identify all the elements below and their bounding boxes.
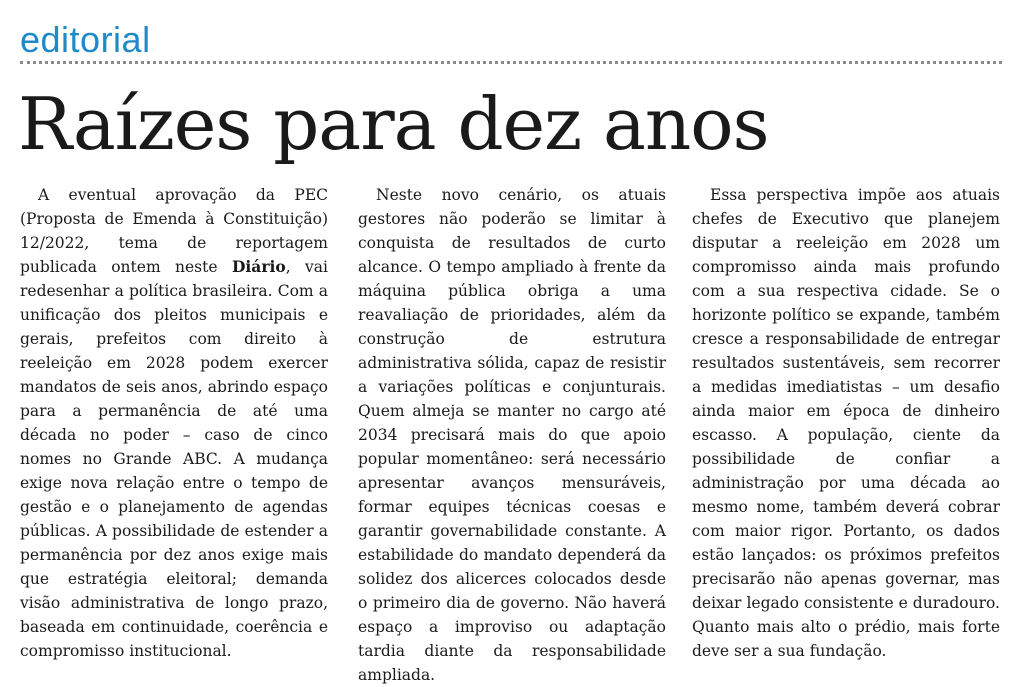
- column-1: [20, 183, 328, 663]
- paragraph-text: , vai redesenhar a política brasileira. Com a unificação dos pleitos municipais e gerais, prefeitos com direito à reeleição em 2028 podem exercer mandatos de seis anos, abrindo espaço para a permanência de até uma década no poder – caso de cinco nomes no Grande ABC. A mudança exige nova relação entre o tempo de gestão e o planejamento de agendas públicas. A possibilidade de estender a permanência por dez anos exige mais que estratégia eleitoral; demanda visão administrativa de longo prazo, baseada em continuidade, coerência e compromisso institucional.: [20, 258, 328, 660]
- article-body: [20, 183, 1002, 684]
- headline: Raízes para dez anos: [18, 82, 769, 166]
- paragraph: Neste novo cenário, os atuais gestores não poderão se limitar à conquista de resultados de curto alcance. O tempo ampliado à frente da máquina pública obriga a uma reavaliação de prioridades, além da construção de estrutura administrativa sólida, capaz de resistir a variações políticas e conjunturais. Quem almeja se manter no cargo até 2034 precisará mais do que apoio popular momentâneo: será necessário apresentar avanços mensuráveis, formar equipes técnicas coesas e garantir governabilidade constante. A estabilidade do mandato dependerá da solidez dos alicerces colocados desde o primeiro dia de governo. Não haverá espaço a improviso ou adaptação tardia diante da responsabilidade ampliada.: [358, 186, 666, 684]
- paragraph-text: A eventual aprovação da PEC (Proposta de Emenda à Constituição) 12/2022, tema de reportagem publicada ontem neste: [20, 186, 328, 276]
- paragraph: [20, 183, 328, 663]
- dotted-divider: [20, 61, 1002, 64]
- paragraph: Essa perspectiva impõe aos atuais chefes de Executivo que planejem disputar a reeleição em 2028 um compromisso ainda mais profundo com a sua respectiva cidade. Se o horizonte político se expande, também cresce a responsabilidade de entregar resultados sustentáveis, sem recorrer a medidas imediatistas – um desafio ainda maior em época de dinheiro escasso. A população, ciente da possibilidade de confiar a administração por uma década ao mesmo nome, também deverá cobrar com maior rigor. Portanto, os dados estão lançados: os próximos prefeitos precisarão não apenas governar, mas deixar legado consistente e duradouro. Quanto mais alto o prédio, mais forte deve ser a sua fundação.: [692, 186, 1000, 660]
- newspaper-name: Diário: [231, 257, 286, 276]
- section-label: editorial: [20, 19, 151, 60]
- column-2: [358, 183, 666, 687]
- column-3: [692, 183, 1000, 663]
